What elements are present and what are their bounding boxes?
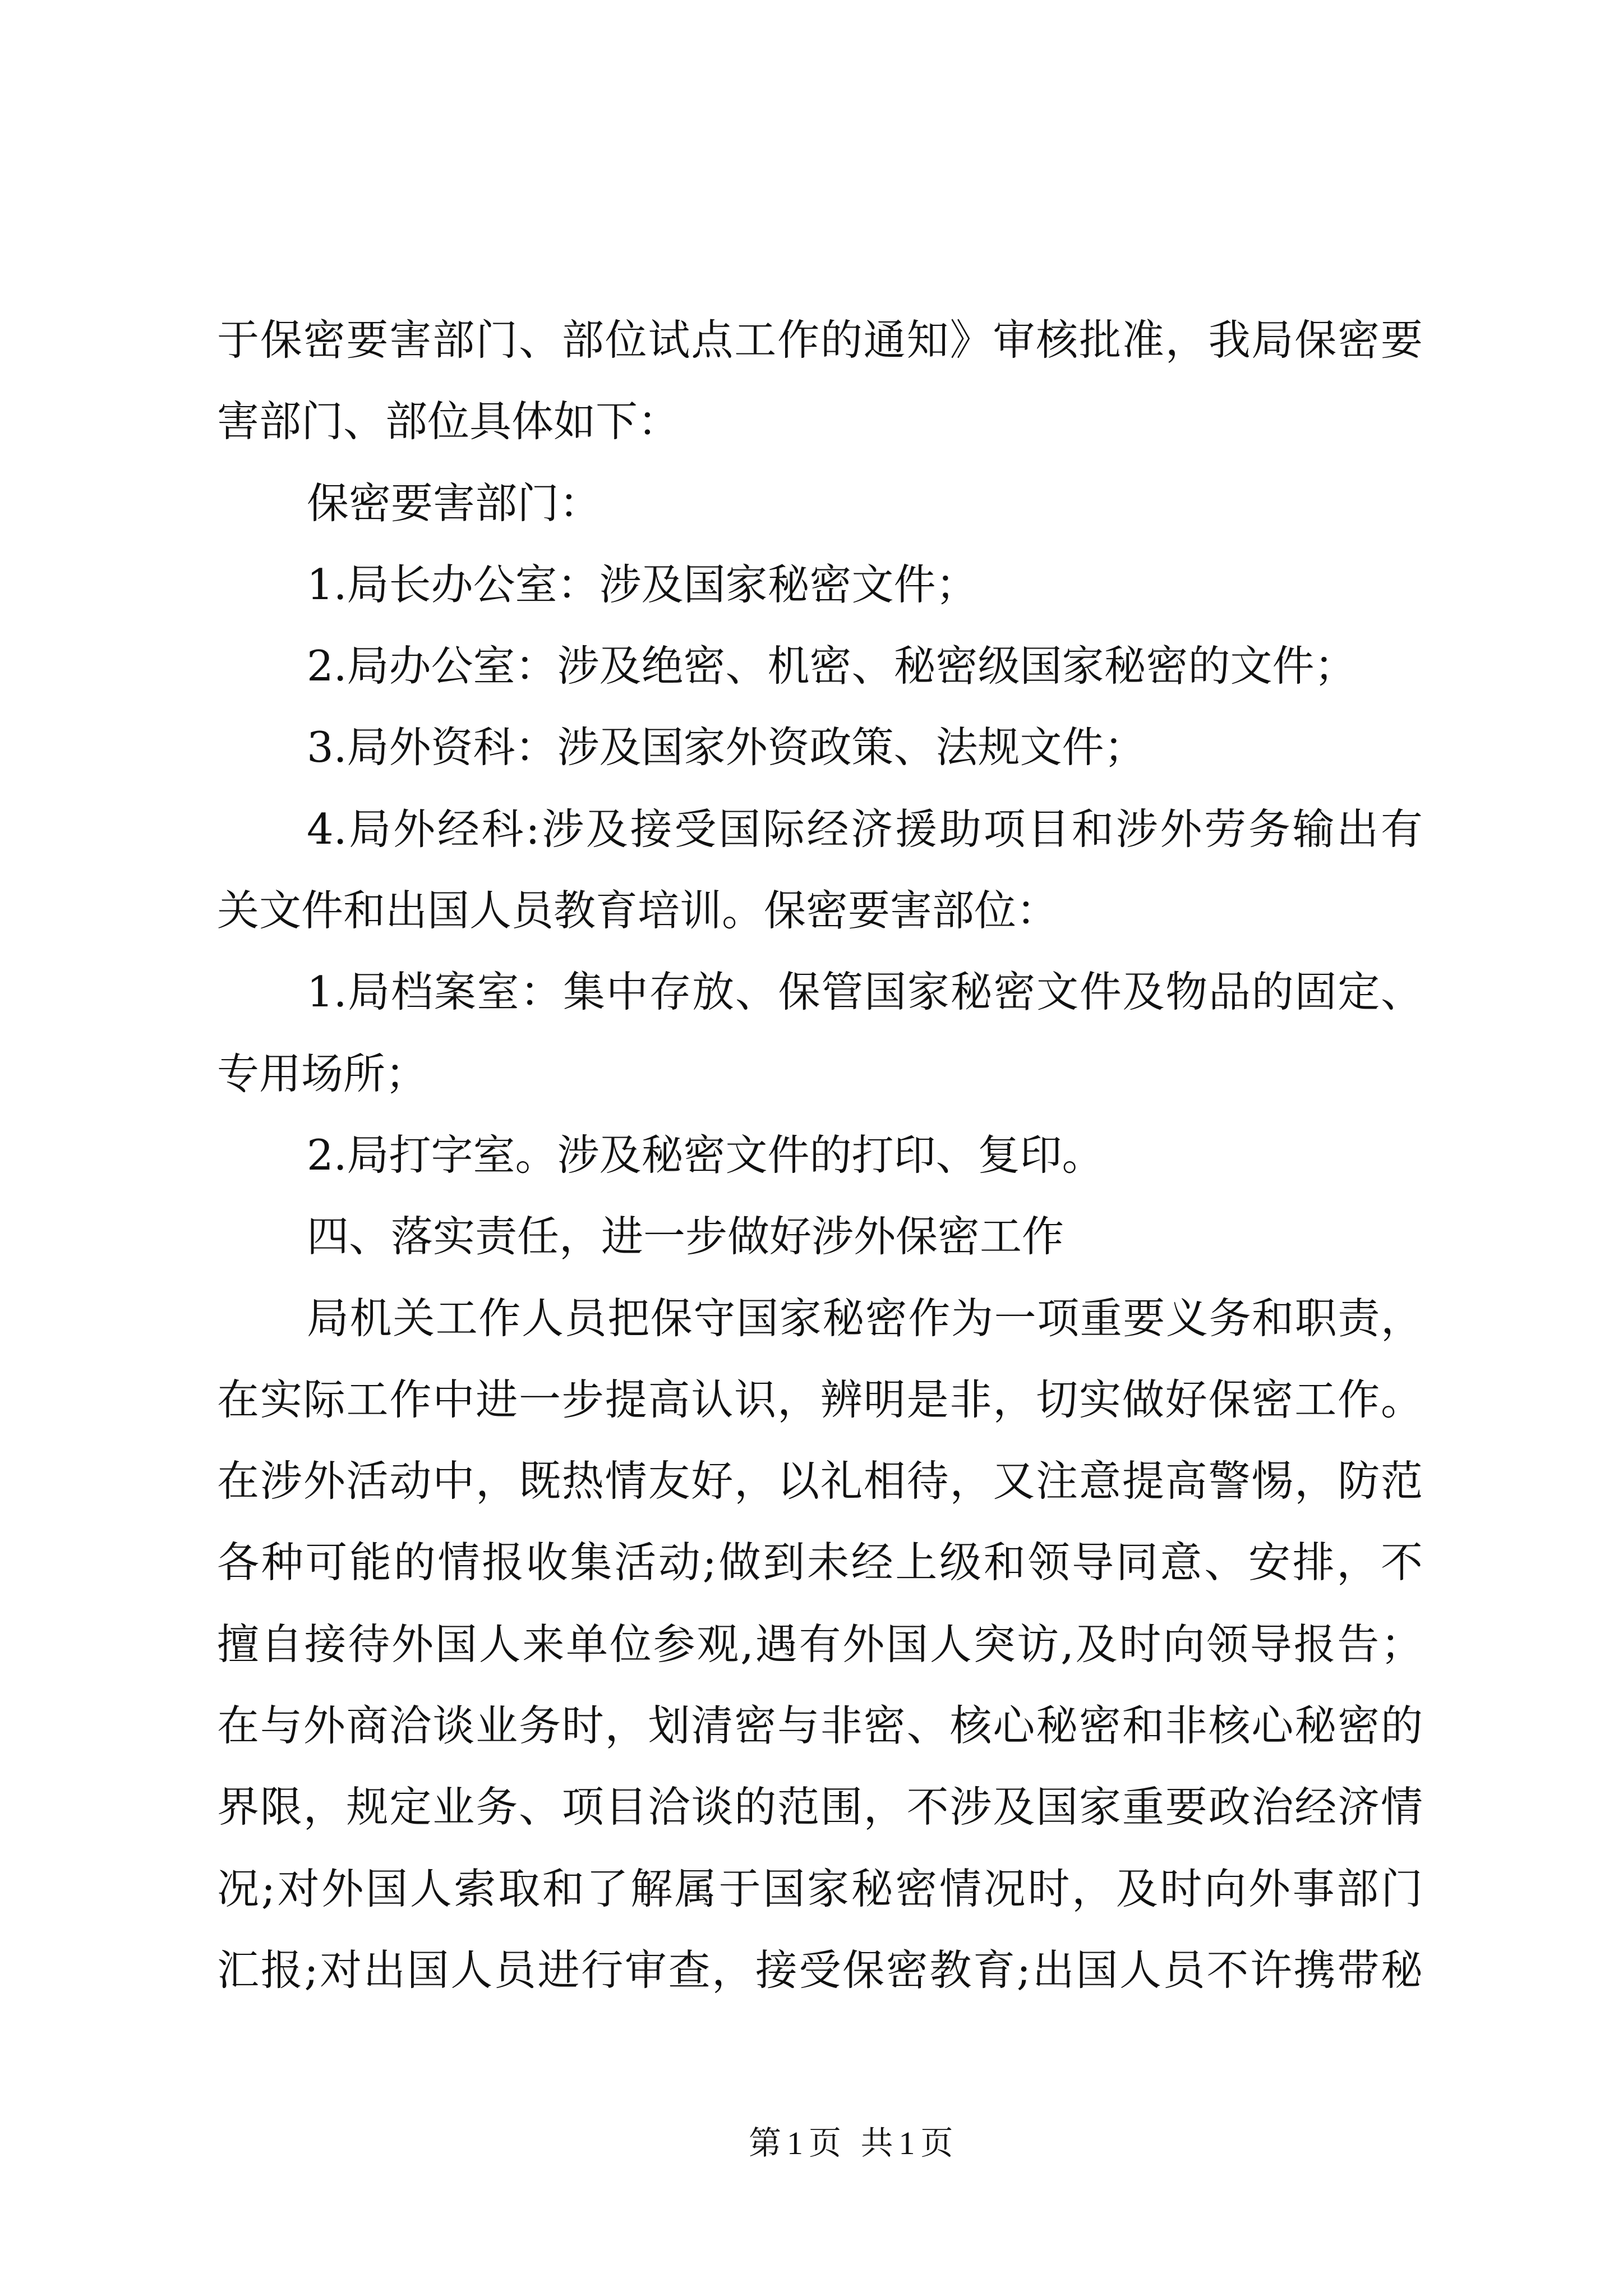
paragraph-line: 2.局打字室。涉及秘密文件的打印、复印。 (307, 1130, 1104, 1180)
section-heading (217, 1196, 1423, 1277)
page-footer (749, 2125, 959, 2161)
list-item (217, 1115, 1423, 1196)
paragraph-line: 局机关工作人员把保守国家秘密作为一项重要义务和职责， (307, 1293, 1423, 1343)
paragraph-line: 保密要害部门： (307, 478, 602, 528)
paragraph-line: 擅自接待外国人来单位参观,遇有外国人突访,及时向领导报告； (217, 1619, 1423, 1669)
list-item (217, 544, 1423, 625)
list-item (217, 789, 1423, 952)
document-body (217, 300, 1423, 2011)
paragraph-line: 况;对外国人索取和了解属于国家秘密情况时，及时向外事部门 (217, 1864, 1423, 1913)
paragraph-line: 4.局外经科:涉及接受国际经济援助项目和涉外劳务输出有 (307, 804, 1423, 854)
paragraph-line: 1.局档案室：集中存放、保管国家秘密文件及物品的固定、 (307, 967, 1423, 1017)
section-heading-departments (217, 463, 1423, 544)
paragraph-line: 在实际工作中进一步提高认识，辨明是非，切实做好保密工作。 (217, 1374, 1423, 1424)
paragraph-line: 四、落实责任，进一步做好涉外保密工作 (307, 1212, 1064, 1262)
paragraph-line: 界限，规定业务、项目洽谈的范围，不涉及国家重要政治经济情 (217, 1782, 1423, 1832)
list-item (217, 625, 1423, 707)
list-item (217, 707, 1423, 788)
page-number-label: 第1页 共1页 (749, 2125, 959, 2161)
paragraph-line: 于保密要害部门、部位试点工作的通知》审核批准，我局保密要 (217, 315, 1423, 365)
paragraph-line: 各种可能的情报收集活动;做到未经上级和领导同意、安排，不 (217, 1538, 1423, 1588)
paragraph-line: 1.局长办公室：涉及国家秘密文件； (307, 559, 978, 609)
paragraph-line: 2.局办公室：涉及绝密、机密、秘密级国家秘密的文件； (307, 641, 1357, 691)
paragraph-line: 在与外商洽谈业务时，划清密与非密、核心秘密和非核心秘密的 (217, 1701, 1423, 1751)
paragraph-line: 汇报;对出国人员进行审查，接受保密教育;出国人员不许携带秘 (217, 1945, 1423, 1995)
paragraph-line: 关文件和出国人员教育培训。保密要害部位： (217, 886, 1059, 936)
list-item (217, 951, 1423, 1115)
paragraph-line: 3.局外资科：涉及国家外资政策、法规文件； (307, 723, 1146, 772)
paragraph-line: 在涉外活动中，既热情友好，以礼相待，又注意提高警惕，防范 (217, 1456, 1423, 1506)
paragraph (217, 1278, 1423, 2012)
paragraph-line: 专用场所； (217, 1048, 428, 1098)
paragraph-line: 害部门、部位具体如下： (217, 397, 680, 447)
paragraph-continued (217, 300, 1423, 463)
